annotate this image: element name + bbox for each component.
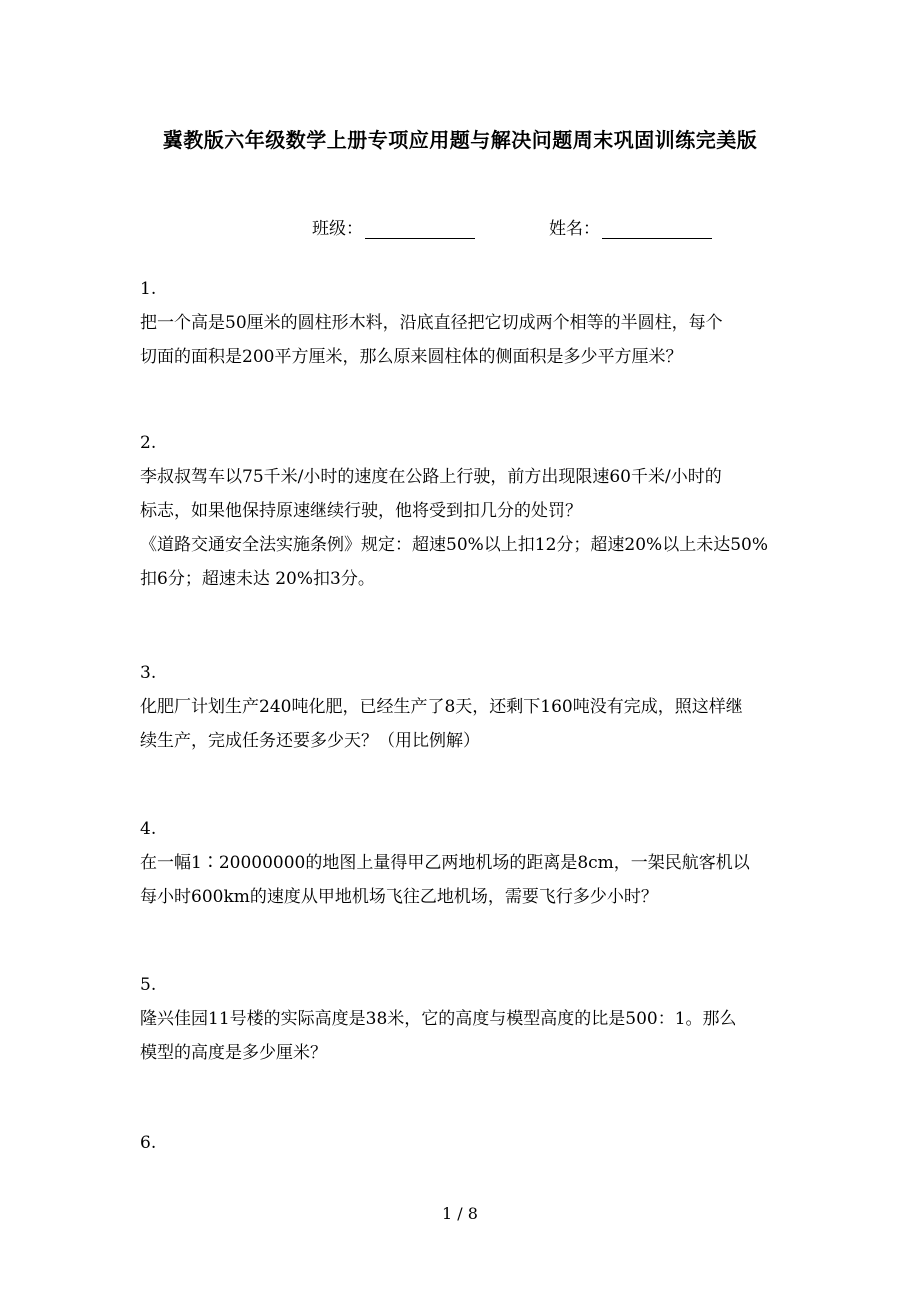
problem-number: 5. [140, 975, 157, 995]
problem-text-line: 化肥厂计划生产240吨化肥，已经生产了8天，还剩下160吨没有完成，照这样继 [140, 697, 743, 717]
problem-text-line: 切面的面积是200平方厘米，那么原来圆柱体的侧面积是多少平方厘米？ [140, 347, 683, 367]
problem-text-line: 李叔叔驾车以75千米/小时的速度在公路上行驶，前方出现限速60千米/小时的 [140, 467, 722, 487]
problem-text-line: 标志，如果他保持原速继续行驶，他将受到扣几分的处罚？ [140, 501, 582, 521]
problem-text-line: 隆兴佳园11号楼的实际高度是38米，它的高度与模型高度的比是500：1。那么 [140, 1009, 737, 1029]
problem-4 [140, 812, 780, 914]
name-label: 姓名： [549, 219, 600, 239]
problem-1 [140, 272, 780, 374]
problem-number: 3. [140, 663, 157, 683]
problem-text-line: 把一个高是50厘米的圆柱形木料，沿底直径把它切成两个相等的半圆柱，每个 [140, 313, 723, 333]
problem-text-line: 在一幅1∶20000000的地图上量得甲乙两地机场的距离是8cm，一架民航客机以 [140, 853, 750, 873]
problem-number: 6. [140, 1133, 157, 1153]
problem-text-line: 扣6分；超速未达 20%扣3分。 [140, 569, 375, 589]
problem-number: 2. [140, 433, 157, 453]
problem-text-line: 模型的高度是多少厘米？ [140, 1043, 327, 1063]
class-label: 班级： [312, 219, 363, 239]
name-field [549, 214, 712, 239]
page-indicator: 1 / 8 [442, 1204, 478, 1223]
name-blank[interactable] [602, 218, 712, 239]
problem-text-line: 续生产，完成任务还要多少天？（用比例解） [140, 731, 480, 751]
problem-text-line: 《道路交通安全法实施条例》规定：超速50%以上扣12分；超速20%以上未达50% [140, 535, 768, 555]
problem-3 [140, 656, 780, 758]
student-info [312, 214, 712, 239]
problem-5 [140, 968, 780, 1070]
problem-number: 1. [140, 279, 157, 299]
class-blank[interactable] [365, 218, 475, 239]
problem-2 [140, 426, 780, 596]
document-title: 冀教版六年级数学上册专项应用题与解决问题周末巩固训练完美版 [162, 128, 758, 152]
problem-6 [140, 1126, 780, 1160]
problem-number: 4. [140, 819, 157, 839]
class-field [312, 214, 475, 239]
problem-text-line: 每小时600km的速度从甲地机场飞往乙地机场，需要飞行多少小时？ [140, 887, 658, 907]
